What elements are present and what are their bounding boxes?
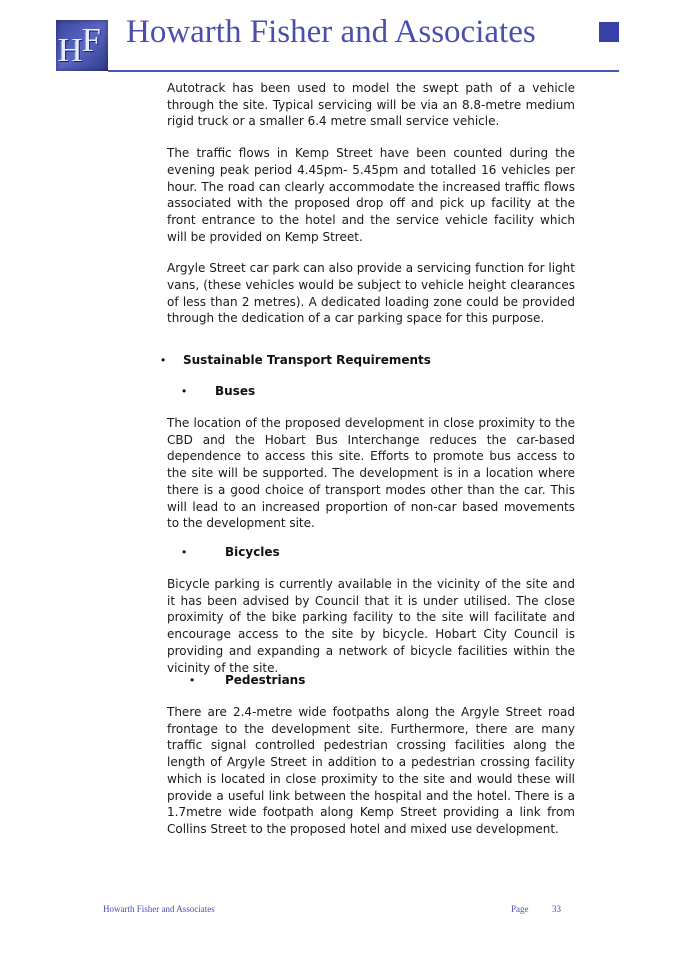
header-title: Howarth Fisher and Associates [126,14,536,50]
paragraph-servicing: Autotrack has been used to model the swept path of a vehicle through the site. Typical servicing will be via an 8.8-metre medium rigid truck or a smaller 6.4 metre small service vehicle. [167,81,575,129]
logo-letter-h: H [58,32,83,69]
bullet-icon: • [182,545,187,559]
body-text-buses [167,415,575,532]
body-text-bicycles [167,576,575,676]
heading-buses: Buses [215,384,256,398]
logo-letter-f: F [82,22,101,59]
paragraph-bicycles: Bicycle parking is currently available in the vicinity of the site and it has been advised by Council that it is under utilised. The close proximity of the bike parking facility to the site will facilitate and encourage access to the site by bicycle. Hobart City Council is providing and expanding a network of bicycle facilities within the vicinity of the site. [167,577,575,675]
body-text-pedestrians [167,704,575,838]
heading-sustainable-transport: Sustainable Transport Requirements [183,353,431,367]
paragraph-pedestrians: There are 2.4-metre wide footpaths along the Argyle Street road frontage to the development site. Furthermore, there are many traffic signal controlled pedestrian crossing facilities along the length of Argyle Street in addition to a pedestrian crossing facility which is located in close proximity to the site and would these will provide a useful link between the hospital and the hotel. There is a 1.7metre wide footpath along Kemp Street providing a link from Collins Street to the proposed hotel and mixed use development. [167,705,575,836]
bullet-icon: • [190,673,195,687]
paragraph-car-park: Argyle Street car park can also provide a servicing function for light vans, (these vehicles would be subject to vehicle height clearances of less than 2 metres). A dedicated loading zone could be provided through the dedication of a car parking space for this purpose. [167,261,575,326]
footer-page-label: Page [511,904,529,914]
heading-bicycles: Bicycles [225,545,280,559]
body-text [167,80,575,327]
paragraph-traffic-flows: The traffic flows in Kemp Street have been counted during the evening peak period 4.45pm- 5.45pm and totalled 16 vehicles per hour. The road can clearly accommodate the increased traffic flows associated with the proposed drop off and pick up facility at the front entrance to the hotel and the service vehicle facility which will be provided on Kemp Street. [167,146,575,244]
bullet-icon: • [161,353,166,367]
paragraph-buses: The location of the proposed development in close proximity to the CBD and the Hobart Bus Interchange reduces the car-based dependence to access this site. Efforts to promote bus access to the site will be supported. The development is in a location where there is a good choice of transport modes other than the car. This will lead to an increased proportion of non-car based movements to the development site. [167,416,575,531]
bullet-icon: • [182,384,187,398]
header-rule [108,70,619,72]
logo [56,20,108,71]
heading-pedestrians: Pedestrians [225,673,306,687]
header-square-icon [599,22,619,42]
footer-page-number: 33 [552,904,561,914]
footer-company: Howarth Fisher and Associates [103,904,215,914]
